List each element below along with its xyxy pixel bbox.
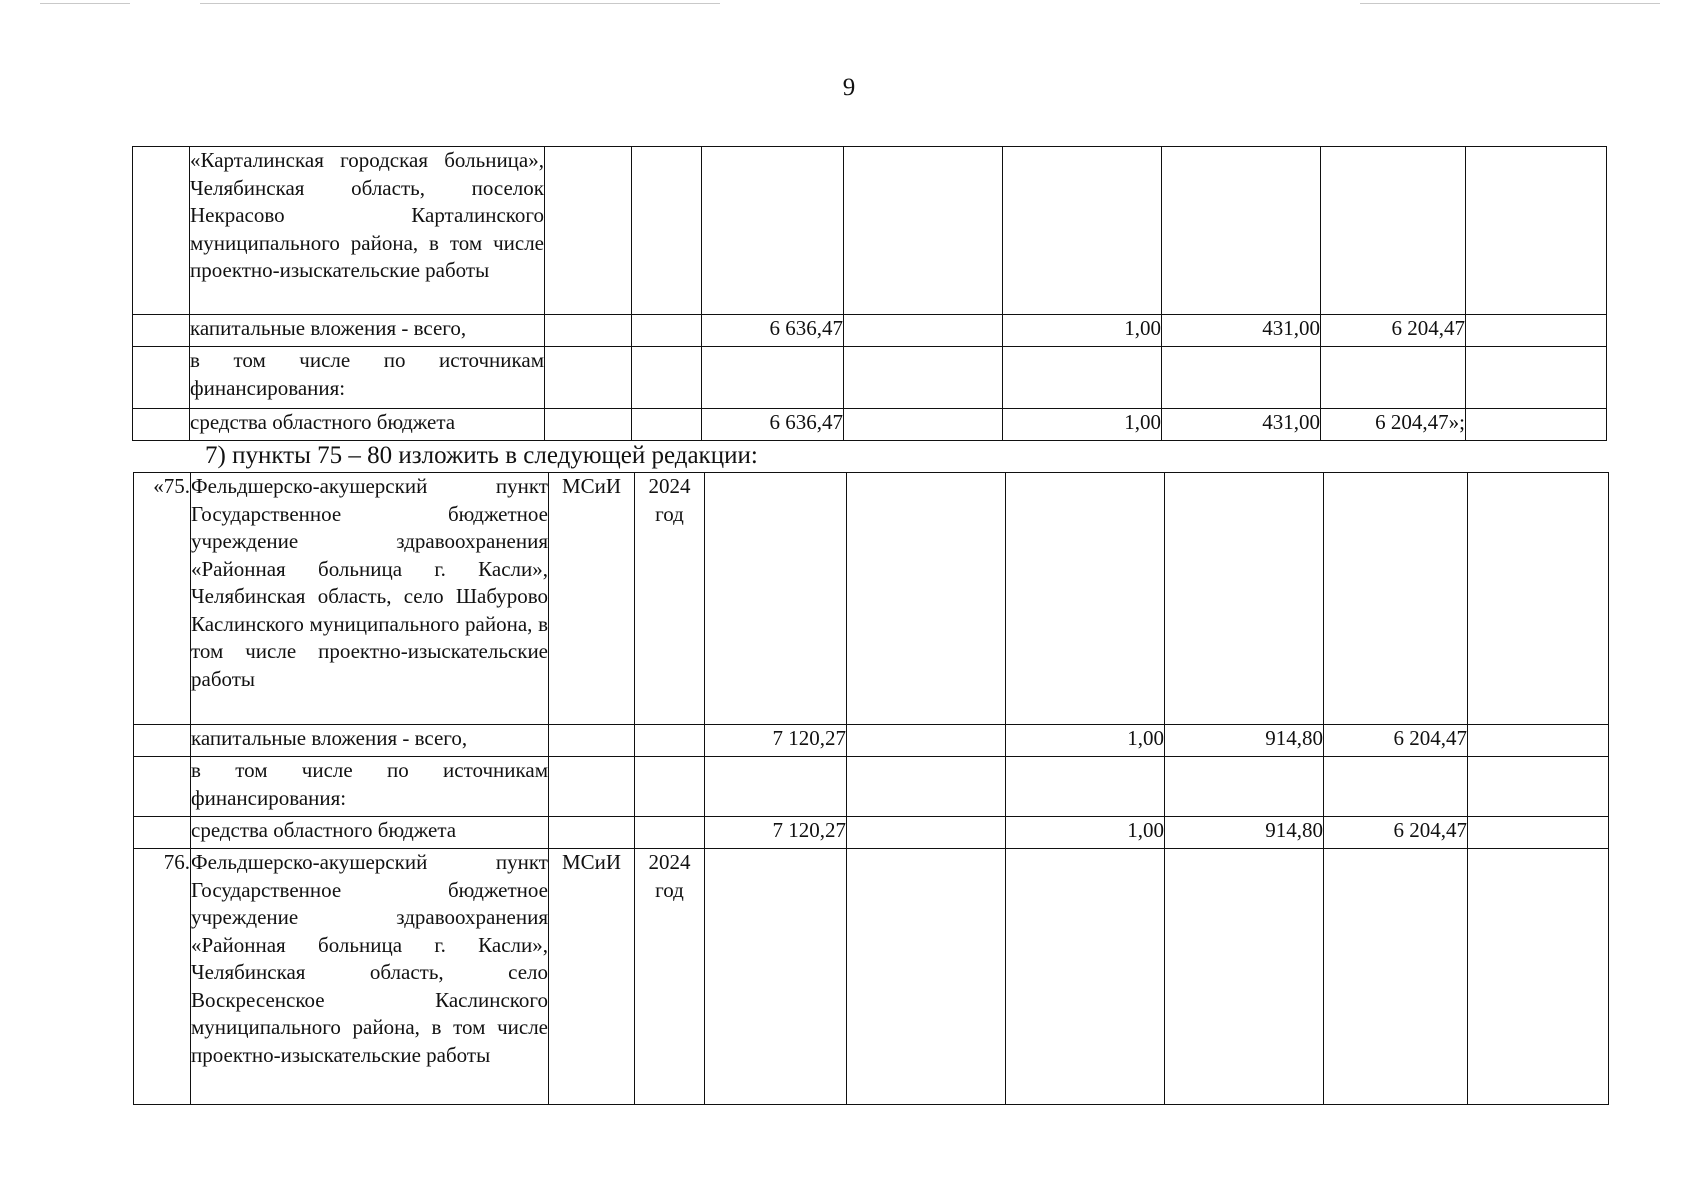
- year-cell: [632, 409, 702, 441]
- value-cell: 914,80: [1165, 817, 1324, 849]
- executor-cell: [545, 147, 632, 315]
- object-name-cell: «Карталинская городская больница», Челябинская область, поселок Некрасово Карталинского муниципального района, в том числе проектно-изыскательские работы: [190, 147, 545, 315]
- value-cell: [844, 315, 1003, 347]
- row-number-cell: [134, 757, 191, 817]
- value-cell: [1321, 147, 1466, 315]
- object-name-cell: капитальные вложения - всего,: [190, 315, 545, 347]
- table-row: [134, 817, 1609, 849]
- value-cell: [1468, 817, 1609, 849]
- object-name-cell: средства областного бюджета: [190, 409, 545, 441]
- row-number-cell: «75.: [134, 473, 191, 725]
- scan-edge-mark: [1360, 3, 1660, 4]
- total-cell: [705, 757, 847, 817]
- year-cell: [635, 725, 705, 757]
- value-cell: [847, 473, 1006, 725]
- value-cell: 431,00: [1162, 409, 1321, 441]
- total-value-cell: 7 120,27: [705, 817, 847, 849]
- executor-cell: [549, 757, 635, 817]
- value-cell: [1162, 347, 1321, 409]
- value-cell: 1,00: [1003, 409, 1162, 441]
- object-name-cell: в том числе по источникам финансирования:: [191, 757, 549, 817]
- value-cell: [847, 849, 1006, 1105]
- row-number-cell: [134, 817, 191, 849]
- total-cell: [705, 849, 847, 1105]
- value-cell: [1006, 473, 1165, 725]
- table-row: [134, 757, 1609, 817]
- table-row: [133, 147, 1607, 315]
- value-cell: [1468, 757, 1609, 817]
- value-cell: [1466, 315, 1607, 347]
- row-number-cell: [133, 147, 190, 315]
- value-cell: [1006, 849, 1165, 1105]
- object-name-cell: Фельдшерско-акушерский пункт Государственное бюджетное учреждение здравоохранения «Районная больница г. Касли», Челябинская область, село Воскресенское Каслинского муниципального района, в том числе проектно-изыскательские работы: [191, 849, 549, 1105]
- scan-edge-mark: [40, 3, 130, 4]
- value-cell: [1466, 347, 1607, 409]
- value-cell: [844, 147, 1003, 315]
- executor-cell: МСиИ: [549, 849, 635, 1105]
- value-cell: 1,00: [1003, 315, 1162, 347]
- executor-cell: [545, 315, 632, 347]
- value-cell: [1165, 473, 1324, 725]
- amendment-intro-text: 7) пункты 75 – 80 изложить в следующей редакции:: [205, 442, 758, 469]
- budget-table-items-75-80: [133, 472, 1609, 1105]
- executor-cell: [545, 347, 632, 409]
- total-value-cell: 6 636,47: [702, 409, 844, 441]
- row-number-cell: [133, 315, 190, 347]
- value-cell: [1162, 147, 1321, 315]
- value-cell: [1468, 849, 1609, 1105]
- value-cell: [847, 817, 1006, 849]
- row-number-cell: [134, 725, 191, 757]
- total-cell: [702, 147, 844, 315]
- table-row: [133, 347, 1607, 409]
- value-cell: [844, 347, 1003, 409]
- value-cell: [1165, 757, 1324, 817]
- year-cell: 2024 год: [635, 473, 705, 725]
- value-cell: [1006, 757, 1165, 817]
- table-row: [133, 409, 1607, 441]
- value-cell: [1324, 849, 1468, 1105]
- object-name-cell: капитальные вложения - всего,: [191, 725, 549, 757]
- page-number: 9: [842, 74, 856, 101]
- value-cell: [844, 409, 1003, 441]
- row-number-cell: [133, 347, 190, 409]
- total-cell: [705, 473, 847, 725]
- value-cell: [847, 725, 1006, 757]
- object-name-cell: в том числе по источникам финансирования:: [190, 347, 545, 409]
- value-cell: [1324, 473, 1468, 725]
- value-cell: 431,00: [1162, 315, 1321, 347]
- value-cell: 914,80: [1165, 725, 1324, 757]
- value-cell: 6 204,47: [1321, 315, 1466, 347]
- year-cell: 2024 год: [635, 849, 705, 1105]
- value-cell: [1165, 849, 1324, 1105]
- value-cell: 1,00: [1006, 725, 1165, 757]
- executor-cell: [545, 409, 632, 441]
- value-cell: [1321, 347, 1466, 409]
- total-cell: [702, 347, 844, 409]
- row-number-cell: [133, 409, 190, 441]
- executor-cell: [549, 725, 635, 757]
- value-cell: [1468, 473, 1609, 725]
- row-number-cell: 76.: [134, 849, 191, 1105]
- table-row: [134, 725, 1609, 757]
- table-row: [133, 315, 1607, 347]
- executor-cell: [549, 817, 635, 849]
- year-cell: [635, 817, 705, 849]
- value-cell: [1324, 757, 1468, 817]
- value-cell: [1466, 409, 1607, 441]
- value-cell: 6 204,47: [1324, 725, 1468, 757]
- object-name-cell: Фельдшерско-акушерский пункт Государственное бюджетное учреждение здравоохранения «Районная больница г. Касли», Челябинская область, село Шабурово Каслинского муниципального района, в том числе проектно-изыскательские работы: [191, 473, 549, 725]
- value-cell: [847, 757, 1006, 817]
- value-cell: 6 204,47: [1324, 817, 1468, 849]
- year-cell: [635, 757, 705, 817]
- total-value-cell: 6 636,47: [702, 315, 844, 347]
- value-cell: [1003, 347, 1162, 409]
- year-cell: [632, 147, 702, 315]
- budget-table-continued: [132, 146, 1607, 441]
- total-value-cell: 7 120,27: [705, 725, 847, 757]
- scan-edge-mark: [200, 3, 720, 4]
- object-name-cell: средства областного бюджета: [191, 817, 549, 849]
- year-cell: [632, 315, 702, 347]
- table-row-item-76: [134, 849, 1609, 1105]
- executor-cell: МСиИ: [549, 473, 635, 725]
- value-cell: 1,00: [1006, 817, 1165, 849]
- value-cell: [1003, 147, 1162, 315]
- value-cell: [1466, 147, 1607, 315]
- year-cell: [632, 347, 702, 409]
- table-row-item-75: [134, 473, 1609, 725]
- value-cell: 6 204,47»;: [1321, 409, 1466, 441]
- value-cell: [1468, 725, 1609, 757]
